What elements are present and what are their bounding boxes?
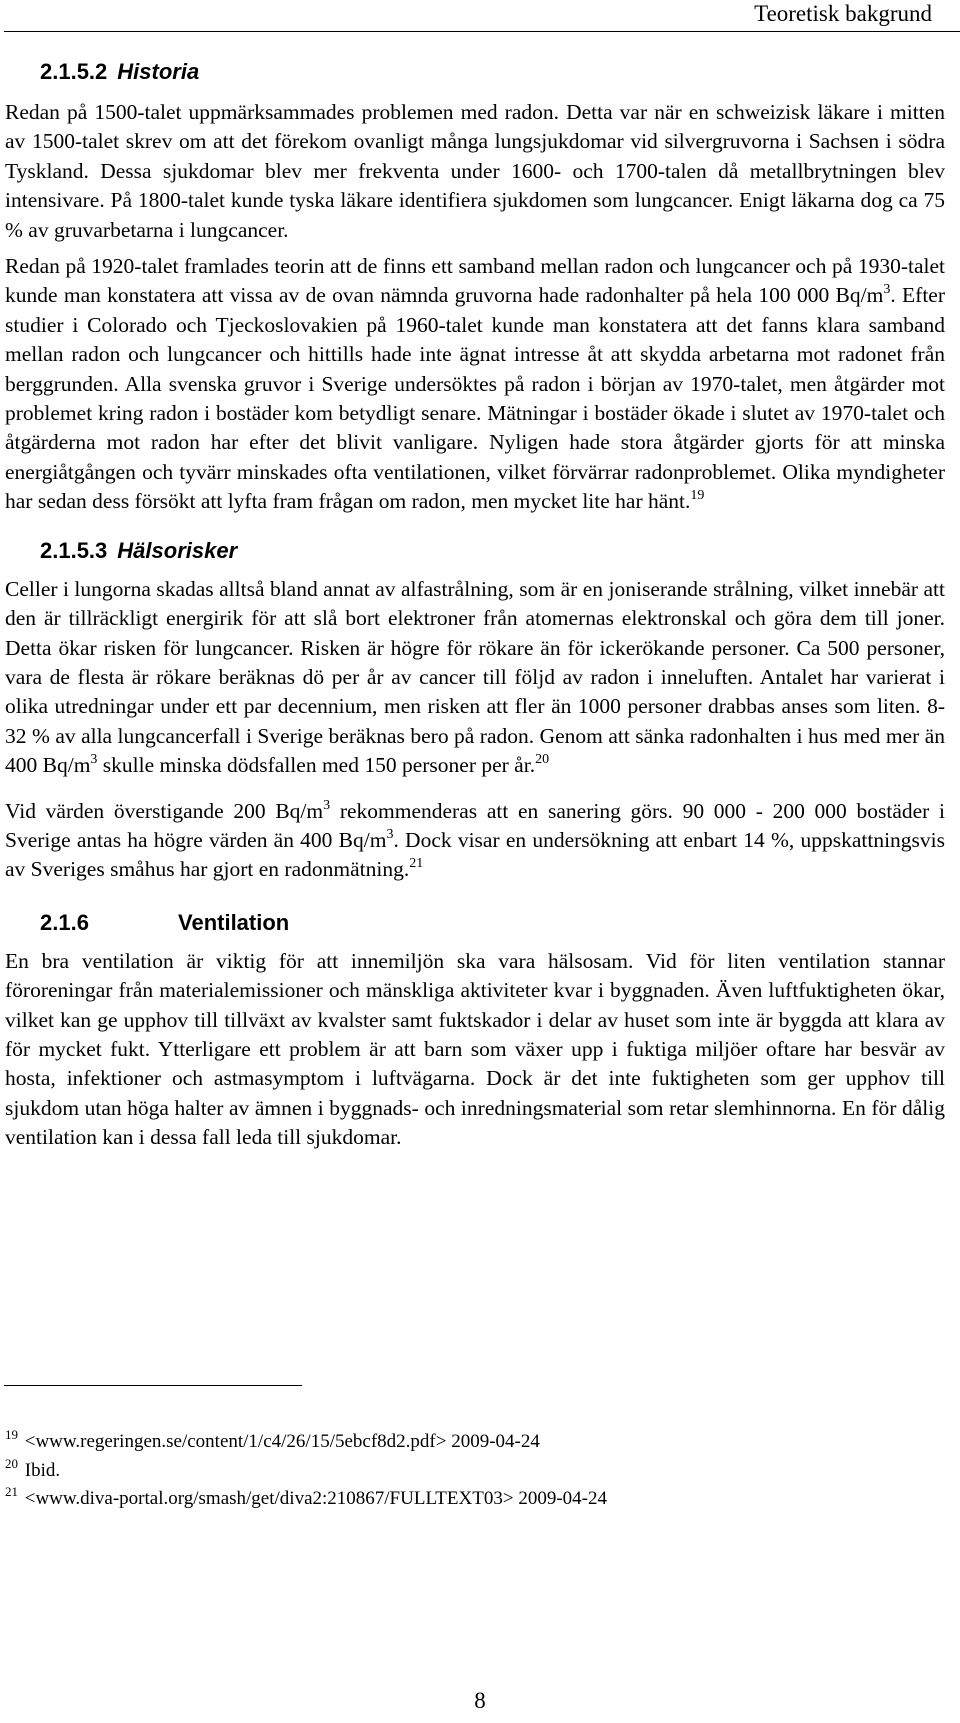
superscript: 3 [883, 282, 891, 298]
running-header: Teoretisk bakgrund [754, 1, 932, 26]
heading-title: Ventilation [178, 909, 290, 935]
heading-historia [5, 58, 945, 86]
header-rule [4, 31, 960, 32]
heading-title: Historia [117, 59, 200, 84]
footnote-text: Ibid. [24, 1459, 61, 1481]
paragraph-historia-2 [5, 252, 945, 517]
heading-number: 2.1.6 [40, 909, 89, 935]
footnote-rule [4, 1385, 302, 1386]
paragraph-halsorisker-2 [5, 797, 945, 885]
paragraph-ventilation-1: En bra ventilation är viktig för att innemiljön ska vara hälsosam. Vid för liten ventilation stannar föroreningar från materialemissioner och mänskliga aktiviteter kvar i byggnaden. Även luftfuktigheten ökar, vilket kan ge upphov till tillväxt av kvalster samt fuktskador i delar av huset som inte är byggda att klara av för mycket fukt. Ytterligare ett problem är att barn som växer upp i fuktiga miljöer oftare har besvär av hosta, infektioner och astmasymptom i luftvägarna. Dock är det inte fuktigheten som ger upphov till sjukdom utan höga halter av ämnen i byggnads- och inredningsmaterial som retar slemhinnorna. En för dålig ventilation kan i dessa fall leda till sjukdomar. [5, 948, 945, 1150]
footnote-19 [5, 1428, 945, 1457]
text-span: Redan på 1920-talet framlades teorin att de finns ett samband mellan radon och lungcancer och på 1930-talet kunde man konstatera att vissa av de ovan nämnda gruvorna hade radonhalter på hela 100 000 Bq/m [5, 254, 945, 308]
text-span: . Efter studier i Colorado och Tjeckoslovakien på 1960-talet kunde man konstatera att det fanns klara samband mellan radon och lungcancer och hittills hade inte ägnat intresse åt att skydda arbetarna mot radonet från berggrunden. Alla svenska gruvor i Sverige undersöktes på radon i början av 1970-talet, men åtgärder mot problemet kring radon i bostäder kom betydligt senare. Mätningar i bostäder ökade i slutet av 1970-talet och åtgärderna mot radon har efter det blivit vanligare. Nyligen hade stora åtgärder gjorts för att minska energiåtgången och tyvärr minskades ofta ventilationen, vilket förvärrar radonproblemet. Olika myndigheter har sedan dess försökt att lyfta fram frågan om radon, men mycket lite har hänt. [5, 283, 946, 514]
heading-ventilation [5, 909, 945, 937]
footnote-text: <www.regeringen.se/content/1/c4/26/15/5ebcf8d2.pdf> 2009-04-24 [24, 1431, 540, 1452]
footnote-ref-21: 21 [409, 856, 424, 872]
footnote-20 [5, 1457, 945, 1486]
page-content [5, 58, 945, 1153]
heading-number: 2.1.5.2 [40, 59, 108, 84]
text-span: Celler i lungorna skadas alltså bland annat av alfastrålning, som är en joniserande strålning, vilket innebär att den är tillräckligt energirik för att slå bort elektroner från atomernas elektronskal och göra dem till joner. Detta ökar risken för lungcancer. Risken är högre för rökare än för ickerökande personer. Ca 500 personer, vara de flesta är rökare beräknas dö per år av cancer till följd av radon i inneluften. Antalet har varierat i olika utredningar under ett par decennium, men risken att fler än 1000 personer drabbas anses som liten. 8-32 % av alla lungcancerfall i Sverige beräknas bero på radon. Genom att sänka radonhalten i hus med mer än 400 Bq/m [5, 576, 945, 778]
text-span: Vid värden överstigande 200 Bq/m [5, 798, 324, 823]
paragraph-halsorisker-1 [5, 575, 945, 781]
footnote-text: <www.diva-portal.org/smash/get/diva2:210867/FULLTEXT03> 2009-04-24 [24, 1488, 607, 1509]
footnote-number: 19 [5, 1427, 18, 1442]
footnote-ref-20: 20 [535, 752, 550, 768]
superscript: 3 [386, 826, 394, 842]
text-span: skulle minska dödsfallen med 150 personer per år. [97, 753, 536, 778]
footnote-number: 20 [5, 1455, 18, 1471]
heading-number: 2.1.5.3 [40, 537, 108, 563]
superscript: 3 [323, 797, 331, 813]
heading-halsorisker [5, 537, 945, 565]
text-span: . Dock visar en undersökning att enbart 14 %, uppskattningsvis av Sveriges småhus har gjort en radonmätning. [5, 827, 946, 882]
footnotes [5, 1428, 945, 1514]
footnote-ref-19: 19 [690, 488, 705, 504]
paragraph-historia-1: Redan på 1500-talet uppmärksammades problemen med radon. Detta var när en schweizisk läkare i mitten av 1500-talet skrev om att det förekom ovanligt många lungsjukdomar vid silvergruvorna i Sachsen i södra Tyskland. Dessa sjukdomar blev mer frekventa under 1600- och 1700-talen då metallbrytningen blev intensivare. På 1800-talet kunde tyska läkare identifiera sjukdomen som lungcancer. Enigt läkarna dog ca 75 % av gruvarbetarna i lungcancer. [5, 100, 945, 242]
page-number: 8 [474, 1688, 486, 1713]
footnote-number: 21 [5, 1484, 18, 1499]
heading-title: Hälsorisker [117, 537, 238, 563]
text-span: rekommenderas att en sanering görs. 90 000 - 200 000 bostäder i Sverige antas ha högre värden än 400 Bq/m [5, 798, 945, 852]
footnote-21 [5, 1485, 945, 1514]
superscript: 3 [90, 752, 98, 768]
